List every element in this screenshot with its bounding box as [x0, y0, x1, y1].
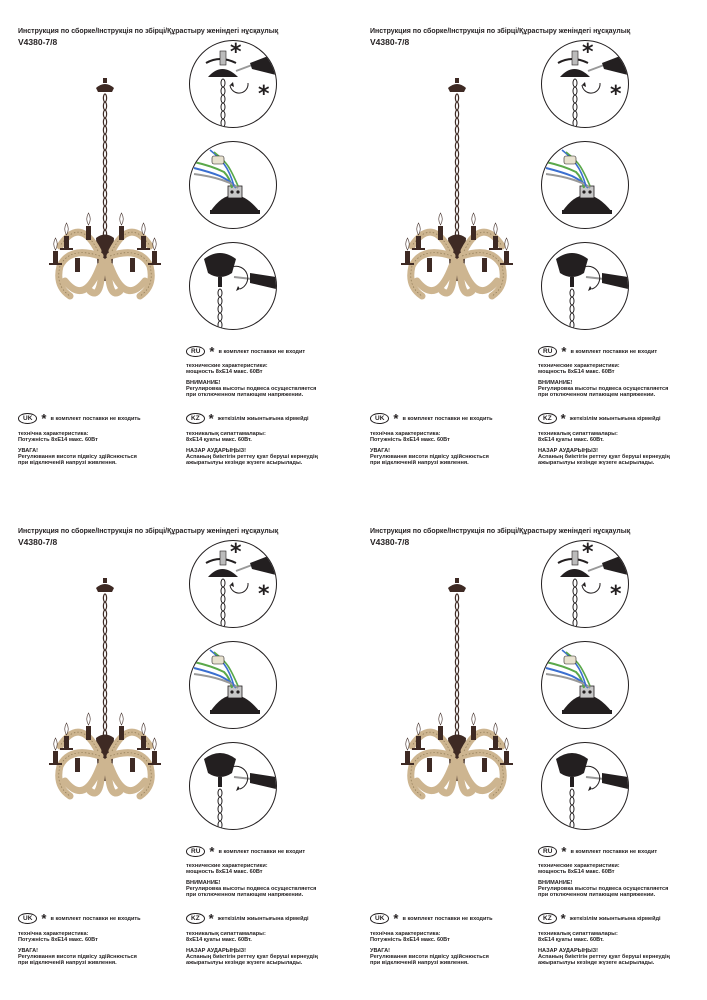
uk-badge: UK: [18, 413, 37, 424]
kz-note: жеткізілім жиынтығына кірмейді: [217, 915, 309, 922]
step-canopy-fix-illustration: [541, 540, 629, 628]
ru-note: в комплект поставки не входит: [570, 848, 658, 855]
kz-spec-value: 8xE14 қуаты макс. 60Вт.: [186, 437, 252, 443]
ru-spec-label: технические характеристики:: [538, 363, 620, 369]
chandelier-illustration: [382, 76, 532, 326]
kz-badge: KZ: [186, 413, 205, 424]
asterisk-icon: *: [561, 343, 567, 359]
asterisk-icon: *: [561, 843, 567, 859]
ru-badge: RU: [538, 346, 557, 357]
svg-text:*: *: [230, 541, 242, 565]
uk-spec-value: Потужність 8xE14 макс. 60Вт: [18, 437, 98, 443]
ru-warning-title: ВНИМАНИЕ!: [186, 380, 221, 386]
ru-warning-line: Регулировка высоты подвеса осуществляется: [538, 386, 669, 392]
kz-warning-line: Аспаның биіктігін реттеу қуат беруші кернеудің: [186, 454, 318, 460]
asterisk-icon: *: [209, 843, 215, 859]
ru-note: в комплект поставки не входит: [218, 348, 306, 355]
svg-text:*: *: [258, 82, 270, 107]
svg-text:*: *: [610, 582, 622, 607]
svg-text:*: *: [258, 582, 270, 607]
sheet-title: Инструкция по сборке/Інструкція по збірці/Құрастыру женіндегі нұсқаулық: [370, 28, 631, 35]
kz-note-row: [538, 410, 661, 426]
uk-badge: UK: [370, 413, 389, 424]
ru-warning-line: при отключенном питающем напряжении.: [186, 392, 304, 398]
uk-spec-label: технічна характеристика:: [18, 931, 89, 937]
uk-note-row: [370, 410, 493, 426]
sheet-title: Инструкция по сборке/Інструкція по збірці/Құрастыру женіндегі нұсқаулық: [370, 528, 631, 535]
ru-spec-value: мощность 8xE14 макс. 60Вт: [538, 869, 615, 875]
chandelier-illustration: [382, 576, 532, 826]
ru-spec-value: мощность 8xE14 макс. 60Вт: [538, 369, 615, 375]
uk-spec-label: технічна характеристика:: [370, 431, 441, 437]
uk-spec-label: технічна характеристика:: [370, 931, 441, 937]
kz-note-row: [538, 910, 661, 926]
asterisk-icon: *: [209, 343, 215, 359]
ru-spec-label: технические характеристики:: [186, 863, 268, 869]
step-canopy-tighten-illustration: [541, 242, 629, 330]
kz-note-row: [186, 410, 309, 426]
uk-warning-title: УВАГА!: [18, 448, 39, 454]
ru-warning-title: ВНИМАНИЕ!: [538, 880, 573, 886]
kz-warning-title: НАЗАР АУДАРЫҢЫЗ!: [186, 448, 247, 454]
kz-warning-line: Аспаның биіктігін реттеу қуат беруші кернеудің: [538, 454, 670, 460]
uk-spec-label: технічна характеристика:: [18, 431, 89, 437]
ru-warning-line: при отключенном питающем напряжении.: [538, 392, 656, 398]
asterisk-icon: *: [560, 410, 566, 426]
uk-warning-line: при відключеній напрузі живлення.: [18, 460, 117, 466]
kz-spec-label: техникалық сипаттамалары:: [186, 931, 266, 937]
kz-note: жеткізілім жиынтығына кірмейді: [569, 415, 661, 422]
step-canopy-fix-illustration: [189, 40, 277, 128]
uk-spec-value: Потужність 8xE14 макс. 60Вт: [370, 437, 450, 443]
ru-badge: RU: [186, 346, 205, 357]
ru-note: в комплект поставки не входит: [218, 848, 306, 855]
kz-warning-line: ажыратылуы кезінде жүзеге асырылады.: [186, 960, 303, 966]
chandelier-illustration: [30, 576, 180, 826]
kz-warning-line: ажыратылуы кезінде жүзеге асырылады.: [538, 960, 655, 966]
ru-note-row: [538, 843, 658, 859]
asterisk-icon: *: [560, 910, 566, 926]
ru-badge: RU: [538, 846, 557, 857]
step-canopy-tighten-illustration: [189, 742, 277, 830]
instruction-sheet: [370, 528, 707, 998]
ru-warning-title: ВНИМАНИЕ!: [186, 880, 221, 886]
ru-warning-line: Регулировка высоты подвеса осуществляется: [186, 386, 317, 392]
sheet-title: Инструкция по сборке/Інструкція по збірці/Құрастыру женіндегі нұсқаулық: [18, 528, 279, 535]
kz-badge: KZ: [186, 913, 205, 924]
step-wiring-illustration: [189, 641, 277, 729]
kz-warning-line: ажыратылуы кезінде жүзеге асырылады.: [186, 460, 303, 466]
kz-spec-label: техникалық сипаттамалары:: [538, 431, 618, 437]
uk-note-row: [370, 910, 493, 926]
svg-text:*: *: [230, 41, 242, 65]
sheet-title: Инструкция по сборке/Інструкція по збірці/Құрастыру женіндегі нұсқаулық: [18, 28, 279, 35]
uk-warning-title: УВАГА!: [370, 948, 391, 954]
step-canopy-fix-illustration: [189, 540, 277, 628]
uk-note: в комплект поставки не входить: [402, 415, 493, 422]
kz-note: жеткізілім жиынтығына кірмейді: [569, 915, 661, 922]
kz-warning-line: ажыратылуы кезінде жүзеге асырылады.: [538, 460, 655, 466]
ru-warning-title: ВНИМАНИЕ!: [538, 380, 573, 386]
svg-text:*: *: [610, 82, 622, 107]
kz-spec-value: 8xE14 қуаты макс. 60Вт.: [186, 937, 252, 943]
kz-warning-line: Аспаның биіктігін реттеу қуат беруші кернеудің: [186, 954, 318, 960]
ru-warning-line: при отключенном питающем напряжении.: [538, 892, 656, 898]
kz-note: жеткізілім жиынтығына кірмейді: [217, 415, 309, 422]
uk-warning-line: при відключеній напрузі живлення.: [370, 960, 469, 966]
asterisk-icon: *: [393, 910, 399, 926]
asterisk-icon: *: [41, 410, 47, 426]
ru-spec-value: мощность 8xE14 макс. 60Вт: [186, 869, 263, 875]
kz-warning-title: НАЗАР АУДАРЫҢЫЗ!: [538, 948, 599, 954]
step-wiring-illustration: [541, 141, 629, 229]
step-canopy-fix-illustration: [541, 40, 629, 128]
uk-badge: UK: [18, 913, 37, 924]
model-number: V4380-7/8: [18, 537, 58, 547]
uk-warning-line: при відключеній напрузі живлення.: [370, 460, 469, 466]
step-wiring-illustration: [541, 641, 629, 729]
uk-note: в комплект поставки не входить: [402, 915, 493, 922]
kz-badge: KZ: [538, 913, 557, 924]
instruction-sheet: [18, 528, 358, 998]
instruction-sheet: [370, 28, 707, 498]
uk-warning-line: при відключеній напрузі живлення.: [18, 960, 117, 966]
kz-spec-label: техникалық сипаттамалары:: [538, 931, 618, 937]
step-wiring-illustration: [189, 141, 277, 229]
kz-warning-title: НАЗАР АУДАРЫҢЫЗ!: [538, 448, 599, 454]
ru-warning-line: при отключенном питающем напряжении.: [186, 892, 304, 898]
model-number: V4380-7/8: [370, 537, 410, 547]
ru-note-row: [186, 343, 306, 359]
kz-spec-value: 8xE14 қуаты макс. 60Вт.: [538, 937, 604, 943]
chandelier-illustration: [30, 76, 180, 326]
uk-badge: UK: [370, 913, 389, 924]
ru-note-row: [186, 843, 306, 859]
ru-note-row: [538, 343, 658, 359]
svg-text:*: *: [582, 41, 594, 65]
uk-warning-line: Регулювання висоти підвісу здійснюється: [18, 954, 137, 960]
kz-spec-value: 8xE14 қуаты макс. 60Вт.: [538, 437, 604, 443]
model-number: V4380-7/8: [370, 37, 410, 47]
asterisk-icon: *: [208, 910, 214, 926]
asterisk-icon: *: [208, 410, 214, 426]
model-number: V4380-7/8: [18, 37, 58, 47]
uk-note-row: [18, 910, 141, 926]
svg-text:*: *: [582, 541, 594, 565]
kz-spec-label: техникалық сипаттамалары:: [186, 431, 266, 437]
kz-note-row: [186, 910, 309, 926]
ru-spec-label: технические характеристики:: [186, 363, 268, 369]
step-canopy-tighten-illustration: [541, 742, 629, 830]
ru-spec-label: технические характеристики:: [538, 863, 620, 869]
uk-warning-line: Регулювання висоти підвісу здійснюється: [370, 954, 489, 960]
asterisk-icon: *: [41, 910, 47, 926]
uk-warning-title: УВАГА!: [370, 448, 391, 454]
kz-warning-title: НАЗАР АУДАРЫҢЫЗ!: [186, 948, 247, 954]
uk-note-row: [18, 410, 141, 426]
ru-note: в комплект поставки не входит: [570, 348, 658, 355]
asterisk-icon: *: [393, 410, 399, 426]
uk-spec-value: Потужність 8xE14 макс. 60Вт: [370, 937, 450, 943]
kz-warning-line: Аспаның биіктігін реттеу қуат беруші кернеудің: [538, 954, 670, 960]
step-canopy-tighten-illustration: [189, 242, 277, 330]
ru-warning-line: Регулировка высоты подвеса осуществляется: [538, 886, 669, 892]
uk-warning-title: УВАГА!: [18, 948, 39, 954]
instruction-sheet: [18, 28, 358, 498]
uk-warning-line: Регулювання висоти підвісу здійснюється: [18, 454, 137, 460]
kz-badge: KZ: [538, 413, 557, 424]
uk-spec-value: Потужність 8xE14 макс. 60Вт: [18, 937, 98, 943]
uk-note: в комплект поставки не входить: [50, 415, 141, 422]
ru-badge: RU: [186, 846, 205, 857]
uk-warning-line: Регулювання висоти підвісу здійснюється: [370, 454, 489, 460]
uk-note: в комплект поставки не входить: [50, 915, 141, 922]
ru-spec-value: мощность 8xE14 макс. 60Вт: [186, 369, 263, 375]
ru-warning-line: Регулировка высоты подвеса осуществляется: [186, 886, 317, 892]
